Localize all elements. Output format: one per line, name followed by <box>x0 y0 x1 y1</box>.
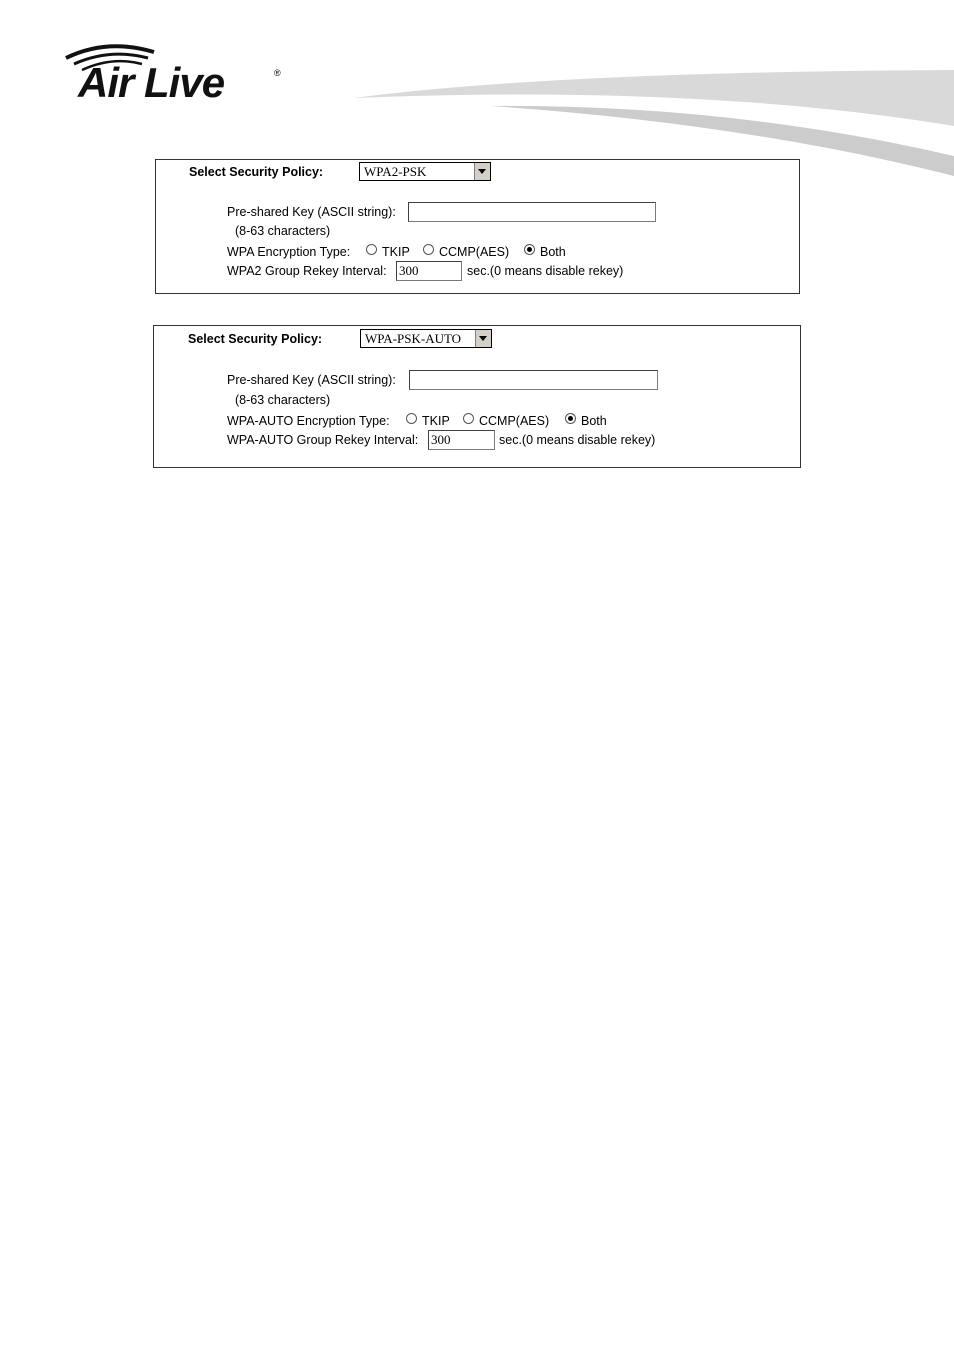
radio-label-tkip: TKIP <box>382 245 410 259</box>
radio-both[interactable] <box>565 413 576 424</box>
encryption-type-label: WPA Encryption Type: <box>227 245 351 259</box>
radio-ccmp[interactable] <box>463 413 474 424</box>
rekey-interval-label: WPA-AUTO Group Rekey Interval: <box>227 433 419 447</box>
radio-label-ccmp: CCMP(AES) <box>479 414 550 428</box>
psk-hint: (8-63 characters) <box>235 393 331 407</box>
airlive-logo <box>62 40 292 110</box>
policy-selected-value: WPA2-PSK <box>364 164 427 179</box>
rekey-interval-input[interactable]: 300 <box>428 430 495 450</box>
psk-hint: (8-63 characters) <box>235 224 331 238</box>
psk-label: Pre-shared Key (ASCII string): <box>227 205 396 219</box>
radio-tkip[interactable] <box>406 413 417 424</box>
security-panel-wpa-psk-auto <box>153 325 801 468</box>
policy-label: Select Security Policy: <box>188 332 323 346</box>
radio-ccmp[interactable] <box>423 244 434 255</box>
security-panel-wpa2-psk <box>155 159 800 294</box>
rekey-interval-label: WPA2 Group Rekey Interval: <box>227 264 387 278</box>
radio-label-both: Both <box>581 414 607 428</box>
logo-wordmark: Air Live <box>78 59 225 106</box>
security-policy-select[interactable] <box>360 329 492 348</box>
dropdown-arrow-icon[interactable] <box>475 330 491 347</box>
rekey-note: sec.(0 means disable rekey) <box>467 264 624 278</box>
registered-mark: ® <box>274 68 281 78</box>
radio-both[interactable] <box>524 244 535 255</box>
radio-label-both: Both <box>540 245 566 259</box>
dropdown-arrow-icon[interactable] <box>474 163 490 180</box>
radio-label-tkip: TKIP <box>422 414 450 428</box>
psk-input[interactable] <box>408 202 656 222</box>
rekey-note: sec.(0 means disable rekey) <box>499 433 656 447</box>
encryption-type-label: WPA-AUTO Encryption Type: <box>227 414 390 428</box>
policy-selected-value: WPA-PSK-AUTO <box>365 331 462 346</box>
psk-label: Pre-shared Key (ASCII string): <box>227 373 396 387</box>
policy-label: Select Security Policy: <box>189 165 324 179</box>
radio-label-ccmp: CCMP(AES) <box>439 245 510 259</box>
security-policy-select[interactable] <box>359 162 491 181</box>
radio-tkip[interactable] <box>366 244 377 255</box>
psk-input[interactable] <box>409 370 658 390</box>
rekey-interval-input[interactable]: 300 <box>396 261 462 281</box>
